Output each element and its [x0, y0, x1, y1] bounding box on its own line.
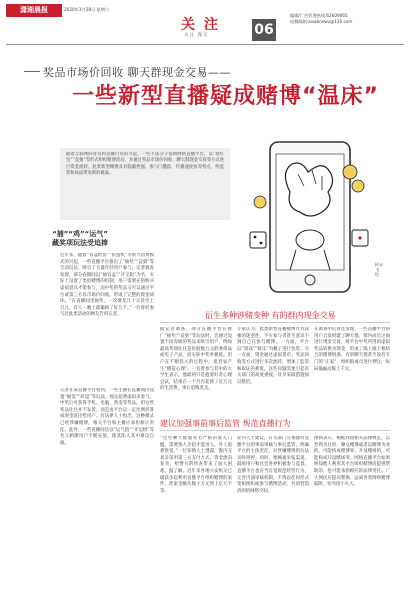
section-title: 关 注: [181, 17, 220, 33]
summary-box: [60, 148, 230, 220]
column-3a-text: 在调查中记者还发现，一些直播平台的用户自发组建了聊天群，群内成员之间进行现金交易，将平台中奖所得的虚拟奖品转换为现金，形成了线上线下相结合的赌博链条。有的聊天群甚至设有专门的“庄家”，组织群成员进行押注，每局输赢动辄上千元。: [314, 327, 390, 372]
newspaper-brand-logo: 潇湘晨报: [6, 4, 62, 17]
date-line: 2020年3月28日 星期六: [64, 7, 110, 12]
contact-line-phone: 编辑/广告管理热线:62609065: [290, 13, 348, 18]
column-2a-text: 据记者调查，部分直播平台在推广“抽奖”“竞猜”等玩法时，会通过设置不同等级的奖品来吸引用户，例如最高奖项往往是价值数万元的奢侈品或电子产品，而实际中奖率极低。用户在不断投入的过程中，很容易产生“赌徒心理”。一名曾参与其中的大学生表示，他最初只是抱着好奇心理尝试，结果在一个月内花掉了近万元的生活费，事后追悔莫及。: [160, 327, 232, 392]
column-1a-text: 近年来，随着“盲盒经济”“扭蛋机”等新兴消费模式的兴起，一些直播平台推出了“抽奖”“竞猜”等互动玩法，吸引了大量年轻用户参与。记者调查发现，部分直播间以“抽盲盒”“开宝箱”为名，实际上设置了类似赌博的机制，用户需要充值购买虚拟道具才能参与，而中奖的奖品又可以通过平台或第三方以市场价回收，形成了完整的资金闭环。“在直播间里抽奖，一次要花几十元甚至上百元，有人一晚上就输掉了好几千。”一位曾经参与过此类活动的网友告诉记者。: [60, 253, 154, 318]
column-5-text: 律师表示，根据我国相关法律规定，以营利为目的，聚众赌博或者以赌博为业的，可能构成赌博罪；开设赌场的，可能构成开设赌场罪。网络直播平台如果明知他人利用其平台组织赌博而提供帮助的，也可能承担相应的法律责任。广大网民应提高警惕，远离各类网络赌博陷阱，切勿因小失大。: [314, 436, 390, 488]
cartoon-illustration: [230, 112, 390, 320]
column-2b-text: 专家认为，此类新型直播赌博具有较强的迷惑性，不少参与者甚至意识不到自己在参与赌博。一方面，平台以“游戏”“娱乐”为幌子进行包装；另一方面，资金通过虚拟货币、奖品回收等方式进行多次流转，增加了监管和取证的难度。这些问题需要引起有关部门的高度重视，及早采取措施加以整治。: [237, 327, 309, 385]
masthead-divider: [6, 44, 404, 45]
subhead-middle: 衍生多种涉赌变种 有的群内现金交易: [205, 311, 336, 320]
summary-text: 随着互联网的普及和直播行业的兴起，一些不法分子借助网络直播平台，以“抢红包”“竞猜”等形式组织赌博活动，并通过奖品市场价回收、聊天群现金交易等方式进行资金流转。此类新型赌博具有隐蔽性强、参与门槛低、传播速度快等特点，给监管和执法带来新的挑战。: [66, 152, 224, 177]
contact-line-email: 投稿邮箱:xxwbnews@126.com: [290, 19, 353, 25]
illustration-credit: 柯永飞 绘: [375, 262, 383, 277]
column-4-text: 业内人士建议，有关部门应加强对直播平台的事前审核与事后监管，明确平台的主体责任，对涉嫌赌博的玩法及时叫停；同时，要畅通举报渠道，鼓励用户和社会各界积极参与监督。直播平台也应当自觉规范经营行为，完善内部审核机制，不得以任何形式变相组织或参与赌博活动，共同营造清朗的网络空间。: [237, 436, 309, 494]
bottom-divider: [160, 430, 390, 431]
subhead-bottom: 建议加强事前事后监管 规范直播行为: [160, 419, 291, 428]
kicker-rule: [24, 71, 40, 72]
column-1b-text: 记者在某直播平台看到，一些主播在直播间内设置“抽签”“转盘”等玩法，观众花费虚拟币参与，中奖后可获得手机、电脑、黄金等奖品。但这些奖品往往并不发货，而是由平台以一定比例折算成现金返还给用户。有法律人士指出，这种模式已经涉嫌赌博，相关平台和主播应承担相应责任。此外，一些直播间还以“运气值”“幸运榜”等名义刺激用户不断充值，使其陷入其中难以自拔。: [60, 388, 154, 446]
middle-divider: [160, 322, 390, 323]
masthead-contact-info: [290, 13, 405, 25]
page-number-badge: 06: [252, 19, 276, 41]
column-3b-text: “这些聊天群通常有严格的准入门槛，需要熟人介绍才能进入，外人很难察觉。”一位知情人士透露，群内交易多采用第三方支付方式，资金流向复杂，给警方的侦查带来了很大困难。据了解，近年来各地公安机关已破获多起利用直播平台组织赌博的案件，涉案金额从数十万元到上亿元不等。: [160, 436, 232, 494]
article-kicker: 奖品市场价回收 聊天群现金交易——: [43, 66, 231, 79]
article-headline: 一些新型直播疑成赌博“温床”: [72, 84, 379, 109]
subhead-left-top: “捕”“鸡”“运气” 藏奖项玩法受追捧: [52, 230, 108, 247]
section-subtitle: 关注 现在: [184, 33, 209, 38]
